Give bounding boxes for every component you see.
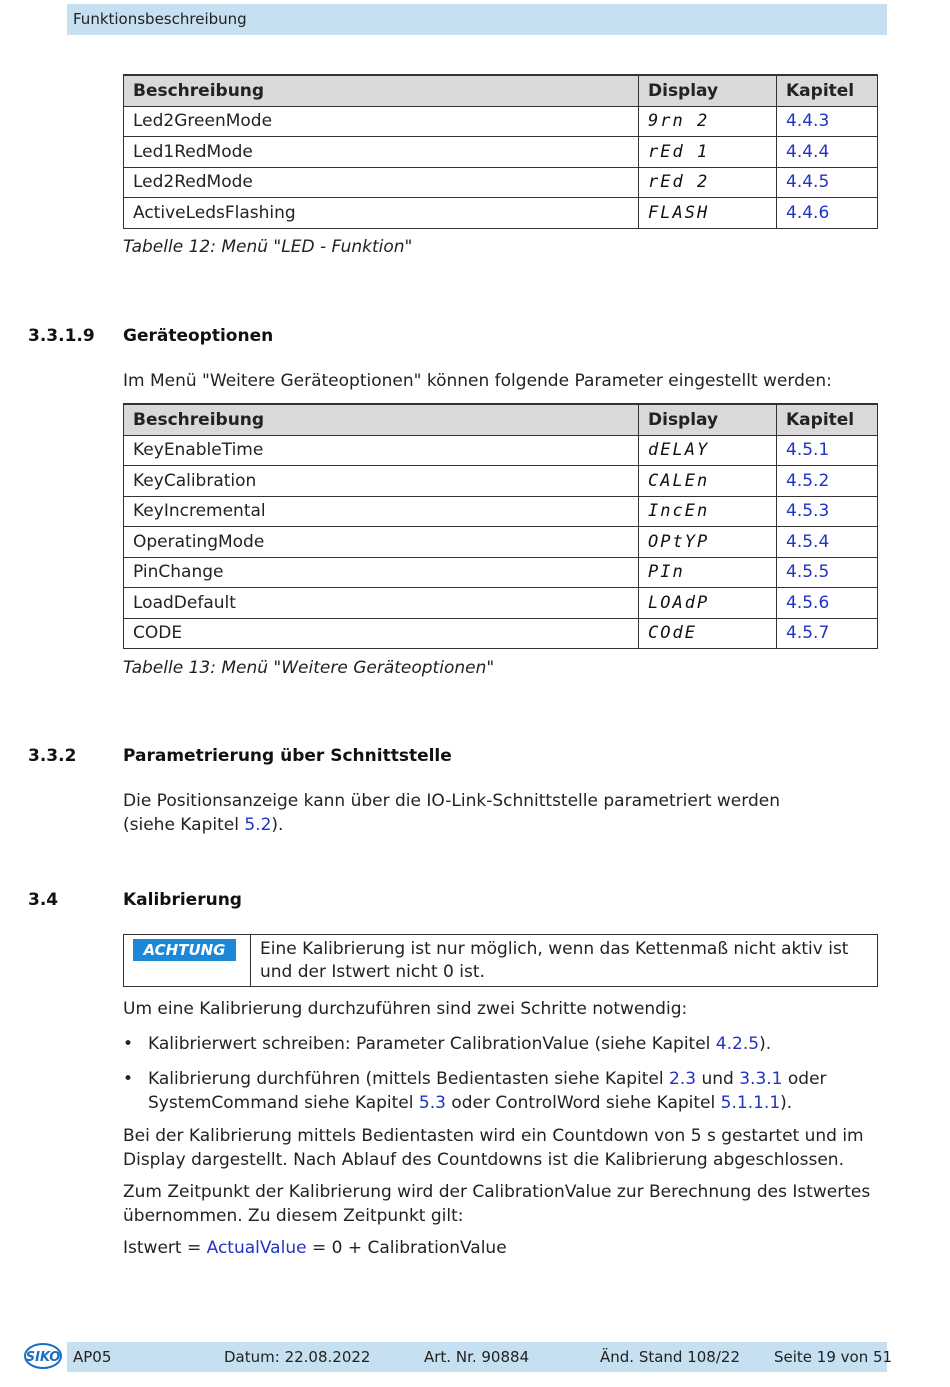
section-paragraph bbox=[123, 789, 883, 837]
footer-page-number: Seite 19 von 51 bbox=[774, 1348, 893, 1366]
row-display: CALEn bbox=[639, 466, 777, 497]
col-header-description: Beschreibung bbox=[124, 75, 639, 106]
table-row bbox=[124, 106, 878, 137]
text-fragment: Kalibrierung durchführen (mittels Bedientasten siehe Kapitel bbox=[148, 1069, 670, 1089]
chapter-link[interactable]: 5.1.1.1 bbox=[720, 1093, 781, 1113]
chapter-link[interactable]: 4.4.4 bbox=[777, 137, 878, 168]
table-row bbox=[124, 466, 878, 497]
bullet-text bbox=[148, 1032, 878, 1056]
bullet-text bbox=[148, 1067, 878, 1115]
chapter-link[interactable]: 4.4.6 bbox=[777, 198, 878, 229]
paragraph-calibration-time: Zum Zeitpunkt der Kalibrierung wird der CalibrationValue zur Berechnung des Istwertes übernommen. Zu diesem Zeitpunkt gilt: bbox=[123, 1182, 871, 1226]
logo-text: SIKO bbox=[25, 1350, 61, 1365]
col-header-description: Beschreibung bbox=[124, 404, 639, 435]
table-row bbox=[124, 137, 878, 168]
chapter-link[interactable]: 4.5.7 bbox=[777, 618, 878, 649]
row-display: OPtYP bbox=[639, 527, 777, 558]
table-device-options bbox=[123, 403, 878, 649]
paragraph-line bbox=[123, 813, 883, 837]
bullet-icon: • bbox=[123, 1069, 134, 1089]
section-number: 3.3.1.9 bbox=[28, 326, 95, 346]
text-fragment: Kalibrierwert schreiben: Parameter CalibrationValue (siehe Kapitel bbox=[148, 1034, 716, 1054]
header-title: Funktionsbeschreibung bbox=[73, 10, 247, 28]
col-header-display: Display bbox=[639, 404, 777, 435]
section-title: Parametrierung über Schnittstelle bbox=[123, 746, 452, 766]
chapter-link[interactable]: 4.4.5 bbox=[777, 167, 878, 198]
row-display: LOAdP bbox=[639, 588, 777, 619]
chapter-link[interactable]: 4.5.2 bbox=[777, 466, 878, 497]
row-description: PinChange bbox=[124, 557, 639, 588]
section-title: Geräteoptionen bbox=[123, 326, 274, 346]
col-header-chapter: Kapitel bbox=[777, 404, 878, 435]
row-description: OperatingMode bbox=[124, 527, 639, 558]
table-header-row bbox=[124, 404, 878, 435]
paragraph-line: Die Positionsanzeige kann über die IO-Link-Schnittstelle parametriert werden bbox=[123, 791, 780, 811]
row-description: CODE bbox=[124, 618, 639, 649]
warning-badge: ACHTUNG bbox=[133, 939, 236, 961]
col-header-display: Display bbox=[639, 75, 777, 106]
text-fragment: und bbox=[696, 1069, 740, 1089]
chapter-link[interactable]: 4.5.1 bbox=[777, 435, 878, 466]
footer-product: AP05 bbox=[73, 1348, 112, 1366]
row-display: PIn bbox=[639, 557, 777, 588]
row-display: dELAY bbox=[639, 435, 777, 466]
chapter-link[interactable]: 4.2.5 bbox=[715, 1034, 760, 1054]
chapter-link[interactable]: 4.5.3 bbox=[777, 496, 878, 527]
table-header-row bbox=[124, 75, 878, 106]
text-fragment: ). bbox=[759, 1034, 772, 1054]
chapter-link[interactable]: 5.3 bbox=[418, 1093, 446, 1113]
chapter-link[interactable]: 4.5.6 bbox=[777, 588, 878, 619]
row-description: Led1RedMode bbox=[124, 137, 639, 168]
table-row bbox=[124, 618, 878, 649]
text-fragment: = 0 + CalibrationValue bbox=[306, 1238, 507, 1258]
row-display: rEd 2 bbox=[639, 167, 777, 198]
text-fragment: ). bbox=[271, 815, 284, 835]
footer-date: Datum: 22.08.2022 bbox=[224, 1348, 371, 1366]
steps-intro: Um eine Kalibrierung durchzuführen sind zwei Schritte notwendig: bbox=[123, 999, 688, 1019]
section-number: 3.3.2 bbox=[28, 746, 77, 766]
table-caption-12: Tabelle 12: Menü "LED - Funktion" bbox=[123, 237, 413, 257]
chapter-link[interactable]: 2.3 bbox=[669, 1069, 697, 1089]
text-fragment: oder SystemCommand siehe Kapitel bbox=[148, 1069, 827, 1113]
text-fragment: oder ControlWord siehe Kapitel bbox=[445, 1093, 721, 1113]
row-description: ActiveLedsFlashing bbox=[124, 198, 639, 229]
warning-label-cell bbox=[124, 935, 251, 986]
table-row bbox=[124, 435, 878, 466]
table-row bbox=[124, 588, 878, 619]
warning-box bbox=[123, 934, 878, 987]
text-fragment: ). bbox=[780, 1093, 793, 1113]
row-display: COdE bbox=[639, 618, 777, 649]
table-row bbox=[124, 527, 878, 558]
table-row bbox=[124, 557, 878, 588]
formula-line bbox=[123, 1236, 883, 1260]
chapter-link[interactable]: 4.5.4 bbox=[777, 527, 878, 558]
section-intro: Im Menü "Weitere Geräteoptionen" können folgende Parameter eingestellt werden: bbox=[123, 371, 832, 391]
text-fragment: Istwert = bbox=[123, 1238, 207, 1258]
table-row bbox=[124, 198, 878, 229]
warning-text: Eine Kalibrierung ist nur möglich, wenn das Kettenmaß nicht aktiv ist und der Istwert nicht 0 ist. bbox=[260, 939, 849, 982]
table-caption-13: Tabelle 13: Menü "Weitere Geräteoptionen" bbox=[123, 658, 495, 678]
row-display: IncEn bbox=[639, 496, 777, 527]
table-led-function bbox=[123, 74, 878, 229]
chapter-link[interactable]: 5.2 bbox=[244, 815, 272, 835]
row-description: LoadDefault bbox=[124, 588, 639, 619]
page-header bbox=[67, 4, 887, 35]
table-row bbox=[124, 496, 878, 527]
row-display: FLASH bbox=[639, 198, 777, 229]
row-description: KeyEnableTime bbox=[124, 435, 639, 466]
bullet-icon: • bbox=[123, 1034, 134, 1054]
chapter-link[interactable]: 4.5.5 bbox=[777, 557, 878, 588]
col-header-chapter: Kapitel bbox=[777, 75, 878, 106]
siko-logo-icon bbox=[24, 1343, 62, 1369]
actual-value-link[interactable]: ActualValue bbox=[206, 1238, 307, 1258]
page-footer bbox=[67, 1342, 893, 1372]
section-number: 3.4 bbox=[28, 890, 59, 910]
paragraph-countdown: Bei der Kalibrierung mittels Bedientasten wird ein Countdown von 5 s gestartet und im Display dargestellt. Nach Ablauf des Countdowns ist die Kalibrierung abgeschlossen. bbox=[123, 1126, 864, 1170]
section-title: Kalibrierung bbox=[123, 890, 242, 910]
footer-article-number: Art. Nr. 90884 bbox=[424, 1348, 530, 1366]
row-description: KeyCalibration bbox=[124, 466, 639, 497]
chapter-link[interactable]: 4.4.3 bbox=[777, 106, 878, 137]
row-description: Led2RedMode bbox=[124, 167, 639, 198]
row-display: 9rn 2 bbox=[639, 106, 777, 137]
table-row bbox=[124, 167, 878, 198]
footer-revision: Änd. Stand 108/22 bbox=[600, 1348, 740, 1366]
row-display: rEd 1 bbox=[639, 137, 777, 168]
text-fragment: (siehe Kapitel bbox=[123, 815, 245, 835]
chapter-link[interactable]: 3.3.1 bbox=[739, 1069, 783, 1089]
row-description: Led2GreenMode bbox=[124, 106, 639, 137]
row-description: KeyIncremental bbox=[124, 496, 639, 527]
